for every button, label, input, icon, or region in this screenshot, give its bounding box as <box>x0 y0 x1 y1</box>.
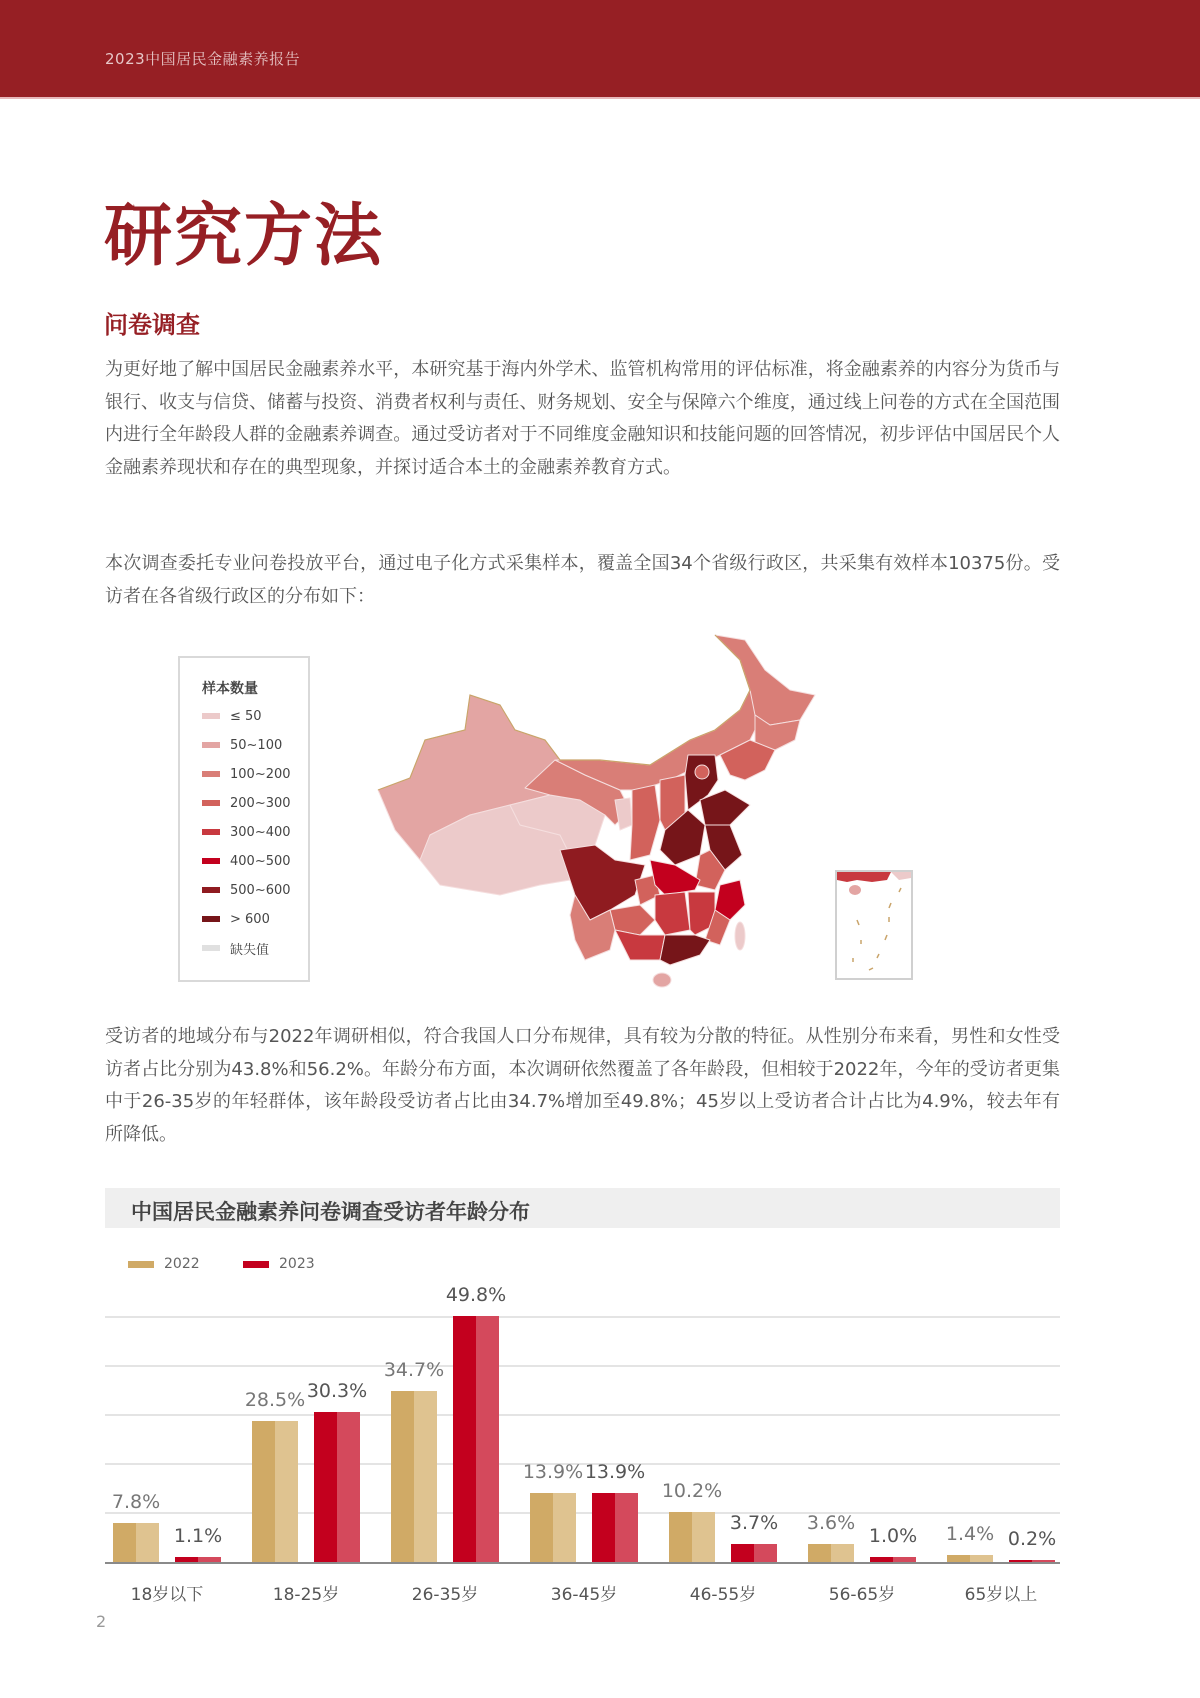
bar-value-label: 30.3% <box>306 1380 368 1403</box>
legend-label: 300~400 <box>230 824 291 840</box>
inset-map <box>837 872 911 978</box>
gridline <box>105 1316 1060 1318</box>
legend-swatch-2022 <box>128 1261 154 1268</box>
bar-2022 <box>669 1512 715 1562</box>
bar-2022 <box>947 1555 993 1562</box>
bar-value-label: 1.4% <box>945 1523 995 1546</box>
section-title: 问卷调查 <box>104 311 200 339</box>
bar-value-label: 3.6% <box>806 1512 856 1535</box>
bar-value-label: 34.7% <box>383 1358 445 1381</box>
bar-value-label: 3.7% <box>729 1511 779 1534</box>
bar-2022 <box>252 1421 298 1562</box>
report-title: 2023中国居民金融素养报告 <box>105 50 301 68</box>
paragraph-intro: 为更好地了解中国居民金融素养水平，本研究基于海内外学术、监管机构常用的评估标准，将金融素养的内容分为货币与银行、收支与信贷、储蓄与投资、消费者权利与责任、财务规划、安全与保障六个维度，通过线上问卷的方式在全国范围内进行全年龄段人群的金融素养调查。通过受访者对于不同维度金融知识和技能问题的回答情况，初步评估中国居民个人金融素养现状和存在的典型现象，并探讨适合本土的金融素养教育方式。 <box>105 359 1060 478</box>
map-legend-item <box>202 824 291 840</box>
legend-label: 100~200 <box>230 766 291 782</box>
bar-2022 <box>808 1544 854 1562</box>
bar-2023 <box>175 1557 221 1562</box>
bar-2023 <box>870 1557 916 1562</box>
legend-label: 400~500 <box>230 853 291 869</box>
bar-value-label: 10.2% <box>661 1479 723 1502</box>
legend-swatch <box>202 916 220 922</box>
bar-2022 <box>113 1523 159 1562</box>
bar-value-label: 28.5% <box>244 1389 306 1412</box>
map-legend-item <box>202 795 291 811</box>
legend-label-2022: 2022 <box>164 1256 200 1272</box>
south-china-sea-inset <box>835 870 913 980</box>
bar-value-label: 13.9% <box>522 1461 584 1484</box>
chart-legend-2023 <box>243 1256 315 1272</box>
map-legend-item <box>202 911 270 927</box>
category-label: 65岁以上 <box>964 1585 1038 1605</box>
china-choropleth-map <box>370 630 870 990</box>
legend-swatch <box>202 742 220 748</box>
gridline <box>105 1365 1060 1367</box>
map-legend-item <box>202 737 282 753</box>
gridline <box>105 1414 1060 1416</box>
map-legend-title: 样本数量 <box>202 681 258 697</box>
category-label: 46-55岁 <box>689 1585 757 1605</box>
map-legend-item <box>202 708 262 724</box>
category-label: 18-25岁 <box>272 1585 340 1605</box>
bar-2023 <box>1009 1560 1055 1562</box>
bar-value-label: 49.8% <box>445 1284 507 1306</box>
chart-legend-2022 <box>128 1256 200 1272</box>
legend-label: 500~600 <box>230 882 291 898</box>
legend-swatch <box>202 713 220 719</box>
category-label: 56-65岁 <box>828 1585 896 1605</box>
paragraph-sample: 本次调查委托专业问卷投放平台，通过电子化方式采集样本，覆盖全国34个省级行政区，共采集有效样本10375份。受访者在各省级行政区的分布如下： <box>105 553 1060 607</box>
page-title: 研究方法 <box>104 197 385 276</box>
bar-value-label: 13.9% <box>584 1461 646 1484</box>
map-legend <box>178 656 310 982</box>
chart-title: 中国居民金融素养问卷调查受访者年龄分布 <box>131 1200 530 1224</box>
legend-label: 缺失值 <box>230 942 270 958</box>
paragraph-demographics: 受访者的地域分布与2022年调研相似，符合我国人口分布规律，具有较为分散的特征。从性别分布来看，男性和女性受访者占比分别为43.8%和56.2%。年龄分布方面，本次调研依然覆盖了各年龄段，但相较于2022年，今年的受访者更集中于26-35岁的年轻群体，该年龄段受访者占比由34.7%增加至49.8%；45岁以上受访者合计占比为4.9%，较去年有所降低。 <box>105 1026 1060 1145</box>
legend-label: 50~100 <box>230 737 283 753</box>
map-legend-item <box>202 940 269 956</box>
legend-label: 200~300 <box>230 795 291 811</box>
x-axis-baseline <box>105 1562 1060 1564</box>
bar-2022 <box>391 1391 437 1562</box>
category-label: 36-45岁 <box>550 1585 618 1605</box>
legend-swatch <box>202 800 220 806</box>
gridline <box>105 1512 1060 1514</box>
page-number: 2 <box>96 1612 107 1631</box>
bar-2023 <box>592 1493 638 1562</box>
map-legend-item <box>202 766 291 782</box>
chart-title-band <box>105 1188 1060 1228</box>
legend-label: ≤ 50 <box>230 708 262 724</box>
legend-swatch-2023 <box>243 1261 269 1268</box>
legend-label-2023: 2023 <box>279 1256 315 1272</box>
legend-swatch <box>202 858 220 864</box>
bar-value-label: 1.1% <box>173 1524 223 1547</box>
bar-2023 <box>731 1544 777 1562</box>
bar-value-label: 0.2% <box>1007 1528 1057 1550</box>
age-distribution-bar-chart <box>105 1284 1060 1562</box>
category-label: 18岁以下 <box>130 1585 204 1605</box>
bar-2022 <box>530 1493 576 1562</box>
bar-2023 <box>314 1412 360 1562</box>
map-legend-item <box>202 853 291 869</box>
legend-swatch <box>202 887 220 893</box>
legend-swatch <box>202 829 220 835</box>
report-header-band <box>0 0 1200 99</box>
legend-label: > 600 <box>230 911 270 927</box>
legend-swatch <box>202 771 220 777</box>
category-label: 26-35岁 <box>411 1585 479 1605</box>
legend-swatch <box>202 945 220 951</box>
bar-value-label: 7.8% <box>111 1491 161 1514</box>
bar-value-label: 1.0% <box>868 1525 918 1548</box>
map-legend-item <box>202 882 291 898</box>
bar-2023 <box>453 1316 499 1562</box>
